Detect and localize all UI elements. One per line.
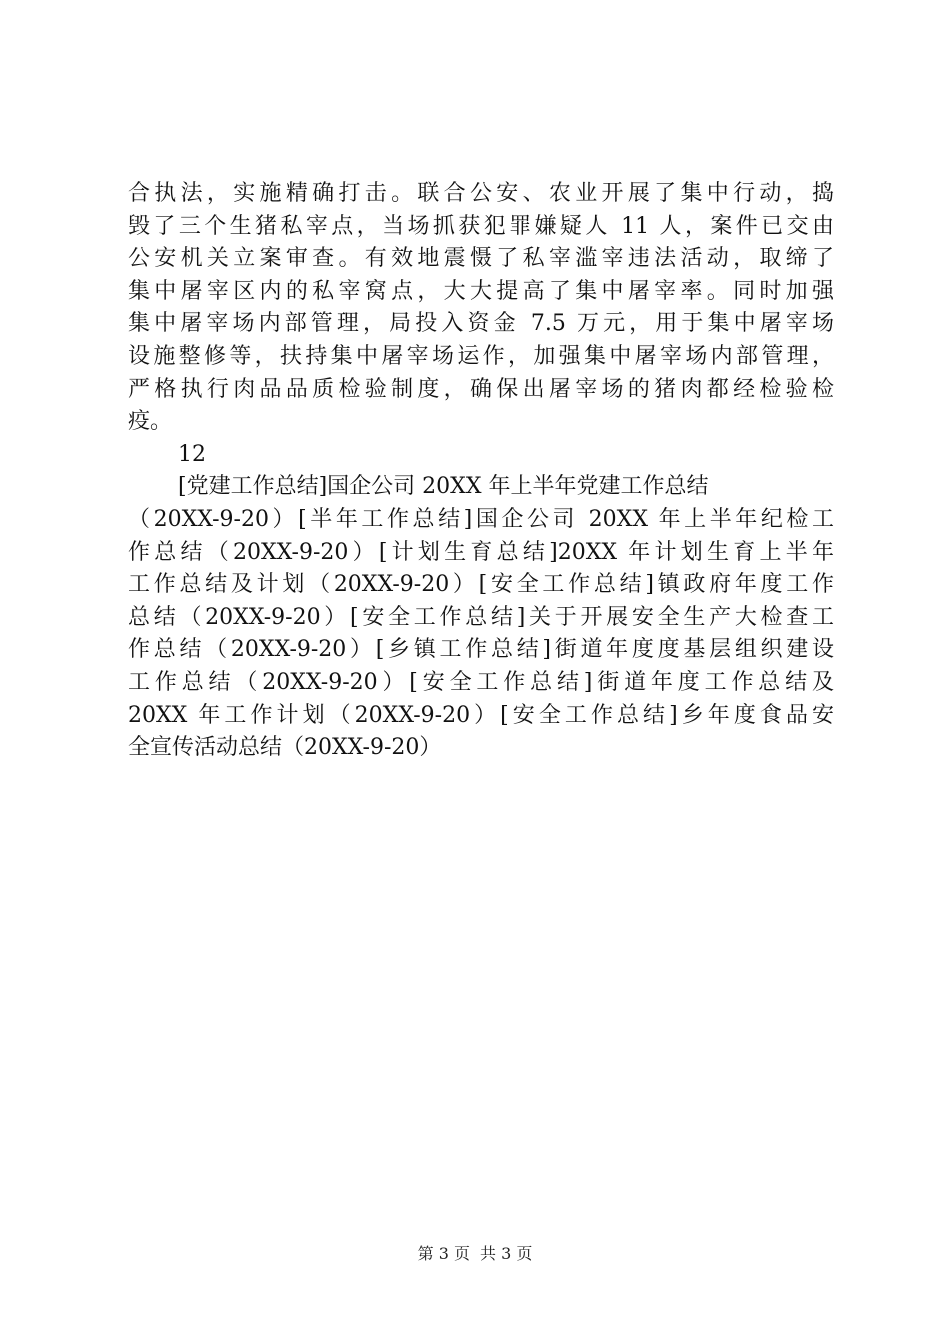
related-line: 20XX 年工作计划（20XX-9-20）[安全工作总结]乡年度食品安: [128, 702, 834, 728]
paragraph-line: 集中屠宰场内部管理，局投入资金 7.5 万元，用于集中屠宰场: [128, 311, 834, 337]
paragraph-line: 设施整修等，扶持集中屠宰场运作，加强集中屠宰场内部管理，: [128, 343, 834, 369]
paragraph-line: 合执法，实施精确打击。联合公安、农业开展了集中行动，捣: [128, 181, 834, 206]
related-line: 工作总结（20XX-9-20）[安全工作总结]街道年度工作总结及: [128, 669, 834, 695]
section-number: 12: [178, 441, 206, 467]
page-footer: [0, 1243, 950, 1265]
related-line: 总结（20XX-9-20）[安全工作总结]关于开展安全生产大检查工: [128, 604, 834, 630]
related-line: （20XX-9-20）[半年工作总结]国企公司 20XX 年上半年纪检工: [128, 506, 834, 532]
body-paragraph: [128, 178, 834, 439]
paragraph-line: 毁了三个生猪私宰点，当场抓获犯罪嫌疑人 11 人，案件已交由: [128, 213, 834, 239]
related-line: 作总结（20XX-9-20）[乡镇工作总结]街道年度度基层组织建设: [128, 637, 834, 663]
related-articles-list: [128, 471, 834, 764]
document-body: [128, 178, 834, 765]
paragraph-line: 疫。: [128, 409, 173, 435]
page-count: 共 3 页: [480, 1244, 533, 1263]
related-line: 作总结（20XX-9-20）[计划生育总结]20XX 年计划生育上半年: [128, 539, 834, 565]
paragraph-line: 严格执行肉品品质检验制度，确保出屠宰场的猪肉都经检验检: [128, 376, 834, 402]
page-number: 第 3 页: [417, 1244, 470, 1263]
related-line: [党建工作总结]国企公司 20XX 年上半年党建工作总结: [178, 474, 709, 500]
paragraph-line: 集中屠宰区内的私宰窝点，大大提高了集中屠宰率。同时加强: [128, 278, 834, 304]
related-line: 全宣传活动总结（20XX-9-20）: [128, 735, 442, 761]
related-line: 工作总结及计划（20XX-9-20）[安全工作总结]镇政府年度工作: [128, 572, 834, 598]
paragraph-line: 公安机关立案审查。有效地震慑了私宰滥宰违法活动，取缔了: [128, 246, 834, 272]
